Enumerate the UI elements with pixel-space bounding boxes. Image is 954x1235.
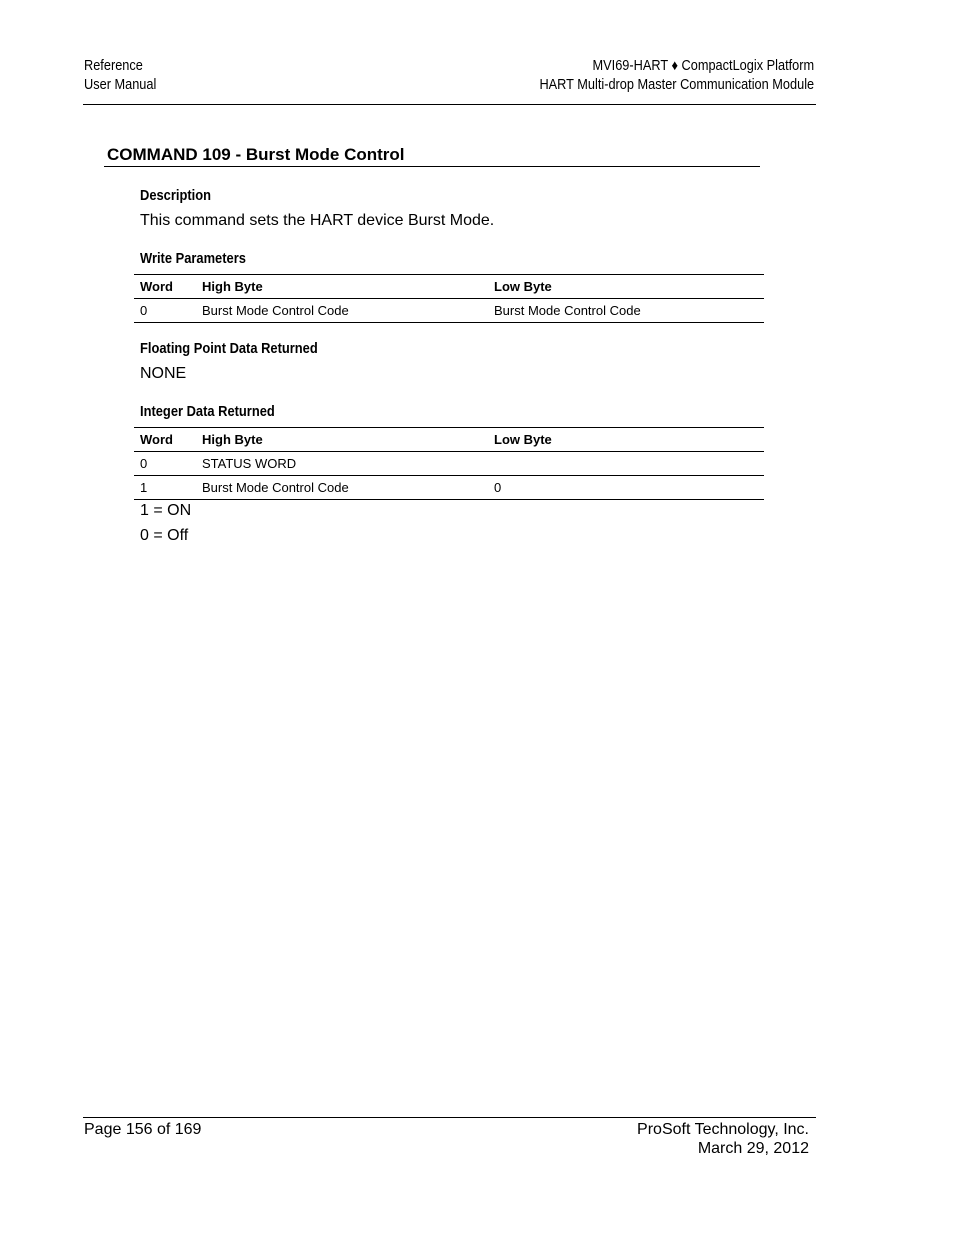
description-text: This command sets the HART device Burst Mode. xyxy=(140,212,495,229)
table-cell: STATUS WORD xyxy=(196,452,488,476)
floating-point-heading: Floating Point Data Returned xyxy=(140,340,318,357)
table-header-row xyxy=(134,428,764,452)
column-header: High Byte xyxy=(196,275,488,299)
column-header: Low Byte xyxy=(488,428,764,452)
write-parameters-heading: Write Parameters xyxy=(140,250,246,267)
header-doc-type: User Manual xyxy=(84,77,157,93)
header-module: HART Multi-drop Master Communication Module xyxy=(539,77,814,93)
table-cell: Burst Mode Control Code xyxy=(196,476,488,500)
header-section: Reference xyxy=(84,58,143,74)
table-cell: Burst Mode Control Code xyxy=(196,299,488,323)
table-cell: 0 xyxy=(134,299,196,323)
column-header: Word xyxy=(134,428,196,452)
header-product: MVI69-HART ♦ CompactLogix Platform xyxy=(592,58,814,74)
header-left xyxy=(84,57,156,95)
column-header: Word xyxy=(134,275,196,299)
description-heading: Description xyxy=(140,187,211,204)
footer-right xyxy=(637,1120,809,1158)
table-cell: 0 xyxy=(134,452,196,476)
page-title: COMMAND 109 - Burst Mode Control xyxy=(107,145,405,164)
note-on: 1 = ON xyxy=(140,502,192,519)
company-name: ProSoft Technology, Inc. xyxy=(637,1121,809,1138)
table-row xyxy=(134,476,764,500)
page-number: Page 156 of 169 xyxy=(84,1121,202,1138)
table-cell: 0 xyxy=(488,476,764,500)
header-right xyxy=(539,57,814,95)
table-row xyxy=(134,299,764,323)
header-divider xyxy=(83,104,816,105)
table-cell xyxy=(488,452,764,476)
integer-data-heading: Integer Data Returned xyxy=(140,403,275,420)
table-header-row xyxy=(134,275,764,299)
note-off: 0 = Off xyxy=(140,527,189,544)
title-divider xyxy=(104,166,760,167)
write-parameters-table xyxy=(134,274,764,323)
table-row xyxy=(134,452,764,476)
publish-date: March 29, 2012 xyxy=(697,1140,809,1157)
footer-divider xyxy=(83,1117,816,1118)
integer-data-table xyxy=(134,427,764,500)
table-cell: 1 xyxy=(134,476,196,500)
column-header: High Byte xyxy=(196,428,488,452)
floating-point-text: NONE xyxy=(140,365,187,382)
column-header: Low Byte xyxy=(488,275,764,299)
table-cell: Burst Mode Control Code xyxy=(488,299,764,323)
